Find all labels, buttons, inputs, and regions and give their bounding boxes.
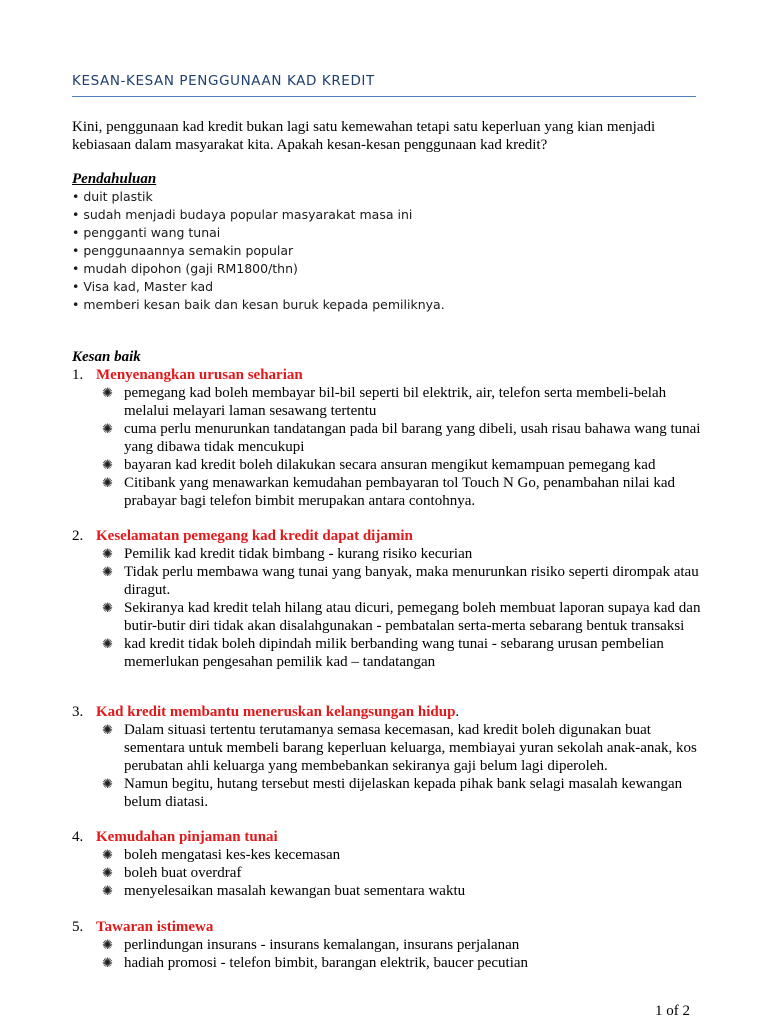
pendahuluan-list <box>72 188 702 314</box>
bullet-text: Pemilik kad kredit tidak bimbang - kurang risiko kecurian <box>124 546 473 562</box>
section-heading-text: Menyenangkan urusan seharian <box>96 367 303 383</box>
bullet-text: Dalam situasi tertentu terutamanya semasa kecemasan, kad kredit boleh digunakan buat sementara untuk membeli barang keperluan keluarga, membiayai yuran sekolah anak-anak, kos perubatan ahli keluarga yang membebankan sekiranya gaji belum lagi diperoleh. <box>124 722 697 774</box>
section-bullet-list <box>72 721 702 811</box>
section-heading <box>96 527 413 545</box>
pendahuluan-item: • mudah dipohon (gaji RM1800/thn) <box>72 261 298 276</box>
section-heading-text: Kemudahan pinjaman tunai <box>96 829 278 845</box>
section-bullet-list <box>72 936 702 972</box>
bullet-text: menyelesaikan masalah kewangan buat sementara waktu <box>124 883 466 899</box>
gear-bullet-icon: ✺ <box>102 546 113 561</box>
bullet-text: boleh mengatasi kes-kes kecemasan <box>124 847 341 863</box>
bullet-text: boleh buat overdraf <box>124 865 242 881</box>
section-bullet-list <box>72 545 702 671</box>
section-4 <box>72 828 702 900</box>
section-bullet <box>72 420 702 456</box>
bullet-text: Sekiranya kad kredit telah hilang atau dicuri, pemegang boleh membuat laporan supaya kad dan butir-butir diri tidak akan disalahgunakan - pembatalan serta-merta sebarang bentuk transaksi <box>124 600 701 634</box>
section-bullet <box>72 864 702 882</box>
section-heading-trail: . <box>455 704 460 720</box>
pendahuluan-item: • duit plastik <box>72 189 153 204</box>
section-heading-line <box>72 366 702 384</box>
section-number: 1. <box>72 367 84 383</box>
section-heading-line <box>72 918 702 936</box>
section-heading-text: Kad kredit membantu meneruskan kelangsungan hidup <box>96 704 456 720</box>
section-bullet-list <box>72 846 702 900</box>
bullet-text: hadiah promosi - telefon bimbit, barangan elektrik, baucer pecutian <box>124 955 529 971</box>
gear-bullet-icon: ✺ <box>102 847 113 862</box>
section-heading <box>96 828 278 846</box>
kesan-baik-heading-block <box>72 348 702 366</box>
gear-bullet-icon: ✺ <box>102 955 113 970</box>
section-heading-text: Tawaran istimewa <box>96 919 214 935</box>
section-heading <box>96 703 459 721</box>
gear-bullet-icon: ✺ <box>102 600 113 615</box>
section-bullet <box>72 474 702 510</box>
section-heading <box>96 918 213 936</box>
section-heading <box>96 366 303 384</box>
gear-bullet-icon: ✺ <box>102 385 113 400</box>
section-number: 3. <box>72 704 84 720</box>
page-number: 1 of 2 <box>655 1003 690 1019</box>
bullet-text: cuma perlu menurunkan tandatangan pada bil barang yang dibeli, usah risau bahawa wang tunai yang dibawa tidak mencukupi <box>124 421 701 455</box>
pendahuluan-section <box>72 170 702 314</box>
section-bullet <box>72 563 702 599</box>
section-5 <box>72 918 702 972</box>
gear-bullet-icon: ✺ <box>102 564 113 579</box>
bullet-text: bayaran kad kredit boleh dilakukan secara ansuran mengikut kemampuan pemegang kad <box>124 457 656 473</box>
pendahuluan-heading: Pendahuluan <box>72 171 157 187</box>
bullet-text: Citibank yang menawarkan kemudahan pembayaran tol Touch N Go, penambahan nilai kad prabayar bagi telefon bimbit merupakan antara contohnya. <box>124 475 676 509</box>
bullet-text: Tidak perlu membawa wang tunai yang banyak, maka menurunkan risiko seperti dirompak atau diragut. <box>124 564 699 598</box>
section-bullet <box>72 545 702 563</box>
section-3 <box>72 703 702 811</box>
document-title: KESAN-KESAN PENGGUNAAN KAD KREDIT <box>72 73 375 89</box>
section-number: 5. <box>72 919 84 935</box>
section-heading-line <box>72 527 702 545</box>
section-heading-text: Keselamatan pemegang kad kredit dapat dijamin <box>96 528 413 544</box>
intro-paragraph: Kini, penggunaan kad kredit bukan lagi satu kemewahan tetapi satu keperluan yang kian menjadi kebiasaan dalam masyarakat kita. Apakah kesan-kesan penggunaan kad kredit? <box>72 119 656 153</box>
section-bullet <box>72 599 702 635</box>
gear-bullet-icon: ✺ <box>102 636 113 651</box>
section-bullet <box>72 635 702 671</box>
gear-bullet-icon: ✺ <box>102 421 113 436</box>
bullet-text: perlindungan insurans - insurans kemalangan, insurans perjalanan <box>124 937 520 953</box>
section-bullet <box>72 384 702 420</box>
section-bullet <box>72 721 702 775</box>
gear-bullet-icon: ✺ <box>102 475 113 490</box>
gear-bullet-icon: ✺ <box>102 865 113 880</box>
section-bullet-list <box>72 384 702 510</box>
section-bullet <box>72 882 702 900</box>
title-underline-rule <box>72 96 696 97</box>
gear-bullet-icon: ✺ <box>102 722 113 737</box>
kesan-baik-heading: Kesan baik <box>72 349 141 365</box>
pendahuluan-item: • pengganti wang tunai <box>72 225 221 240</box>
section-bullet <box>72 936 702 954</box>
section-heading-line <box>72 828 702 846</box>
gear-bullet-icon: ✺ <box>102 937 113 952</box>
gear-bullet-icon: ✺ <box>102 457 113 472</box>
bullet-text: kad kredit tidak boleh dipindah milik berbanding wang tunai - sebarang urusan pembelian memerlukan pengesahan pemilik kad – tandatangan <box>124 636 664 670</box>
section-bullet <box>72 846 702 864</box>
pendahuluan-item: • sudah menjadi budaya popular masyarakat masa ini <box>72 207 413 222</box>
gear-bullet-icon: ✺ <box>102 776 113 791</box>
section-1 <box>72 366 702 510</box>
pendahuluan-item: • penggunaannya semakin popular <box>72 243 294 258</box>
section-number: 4. <box>72 829 84 845</box>
pendahuluan-item: • Visa kad, Master kad <box>72 279 214 294</box>
section-number: 2. <box>72 528 84 544</box>
section-heading-line <box>72 703 702 721</box>
section-bullet <box>72 456 702 474</box>
section-bullet <box>72 775 702 811</box>
pendahuluan-item: • memberi kesan baik dan kesan buruk kepada pemiliknya. <box>72 297 445 312</box>
section-2 <box>72 527 702 671</box>
gear-bullet-icon: ✺ <box>102 883 113 898</box>
section-bullet <box>72 954 702 972</box>
bullet-text: pemegang kad boleh membayar bil-bil seperti bil elektrik, air, telefon serta membeli-belah melalui melayari laman sesawang tertentu <box>124 385 667 419</box>
bullet-text: Namun begitu, hutang tersebut mesti dijelaskan kepada pihak bank selagi masalah kewangan belum diatasi. <box>124 776 683 810</box>
